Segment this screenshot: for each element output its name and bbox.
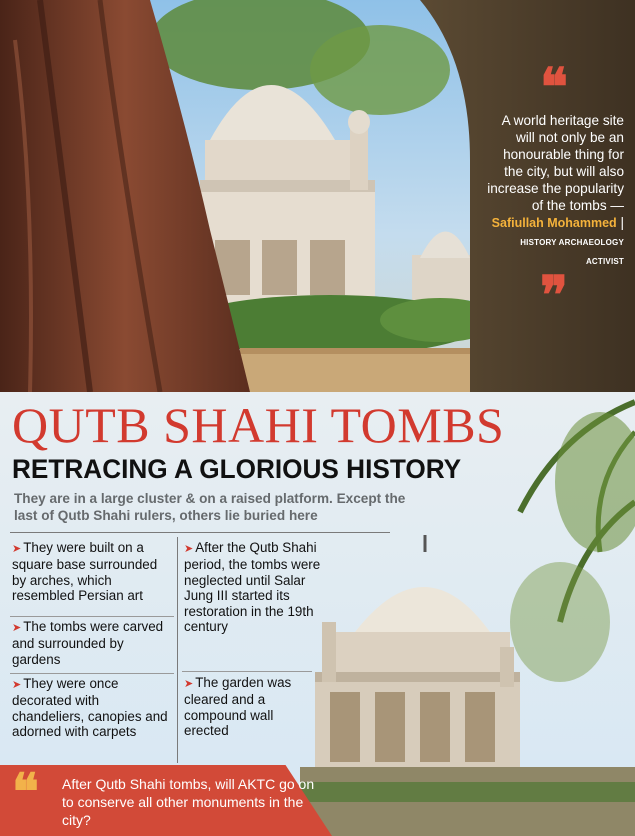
intro-text: They are in a large cluster & on a raised platform. Except the last of Qutb Shahi rulers, others lie buried here xyxy=(14,491,406,523)
quote-text xyxy=(472,112,632,270)
sub-title: RETRACING A GLORIOUS HISTORY xyxy=(12,454,462,484)
bullet-item-square-base xyxy=(12,540,174,604)
bullet-item-garden-cleared xyxy=(184,675,294,739)
bullet-divider xyxy=(10,616,174,617)
bullet-item-gardens xyxy=(12,619,174,667)
top-divider xyxy=(10,532,390,533)
bullet-arrow-icon: ➤ xyxy=(184,678,194,690)
bullet-divider xyxy=(10,673,174,674)
bullet-arrow-icon: ➤ xyxy=(184,543,194,555)
close-quote-icon: ❞ xyxy=(540,265,564,326)
quote-author-role: HISTORY ARCHAEOLOGY ACTIVIST xyxy=(520,238,624,266)
banner-text: After Qutb Shahi tombs, will AKTC go on to conserve all other monuments in the city? xyxy=(62,776,315,828)
bullet-text: They were once decorated with chandeliers, canopies and adorned with carpets xyxy=(12,676,168,740)
bullet-item-restoration xyxy=(184,540,324,634)
top-photo xyxy=(0,0,635,392)
quote-body: A world heritage site will not only be an honourable thing for the city, but will also increase the popularity of the tombs — xyxy=(487,113,624,213)
banner-quote-icon: ❝ xyxy=(12,762,35,821)
pull-quote xyxy=(472,57,632,392)
open-quote-icon: ❝ xyxy=(540,57,564,118)
bullet-text: The garden was cleared and a compound wall erected xyxy=(184,675,292,739)
bullet-arrow-icon: ➤ xyxy=(12,543,22,555)
bullet-text: After the Qutb Shahi period, the tombs were neglected until Salar Jung III started its restoration in the 19th century xyxy=(184,540,321,635)
bullet-divider xyxy=(182,671,312,672)
column-divider xyxy=(177,537,178,763)
bullet-text: The tombs were carved and surrounded by gardens xyxy=(12,619,164,667)
bullet-arrow-icon: ➤ xyxy=(12,679,22,691)
bullet-item-decorated xyxy=(12,676,174,740)
quote-author-name: Safiullah Mohammed xyxy=(491,216,617,230)
main-title: QUTB SHAHI TOMBS xyxy=(12,397,505,453)
bullet-text: They were built on a square base surrounded by arches, which resembled Persian art xyxy=(12,540,158,604)
quote-separator: | xyxy=(616,215,624,230)
bullet-arrow-icon: ➤ xyxy=(12,622,22,634)
